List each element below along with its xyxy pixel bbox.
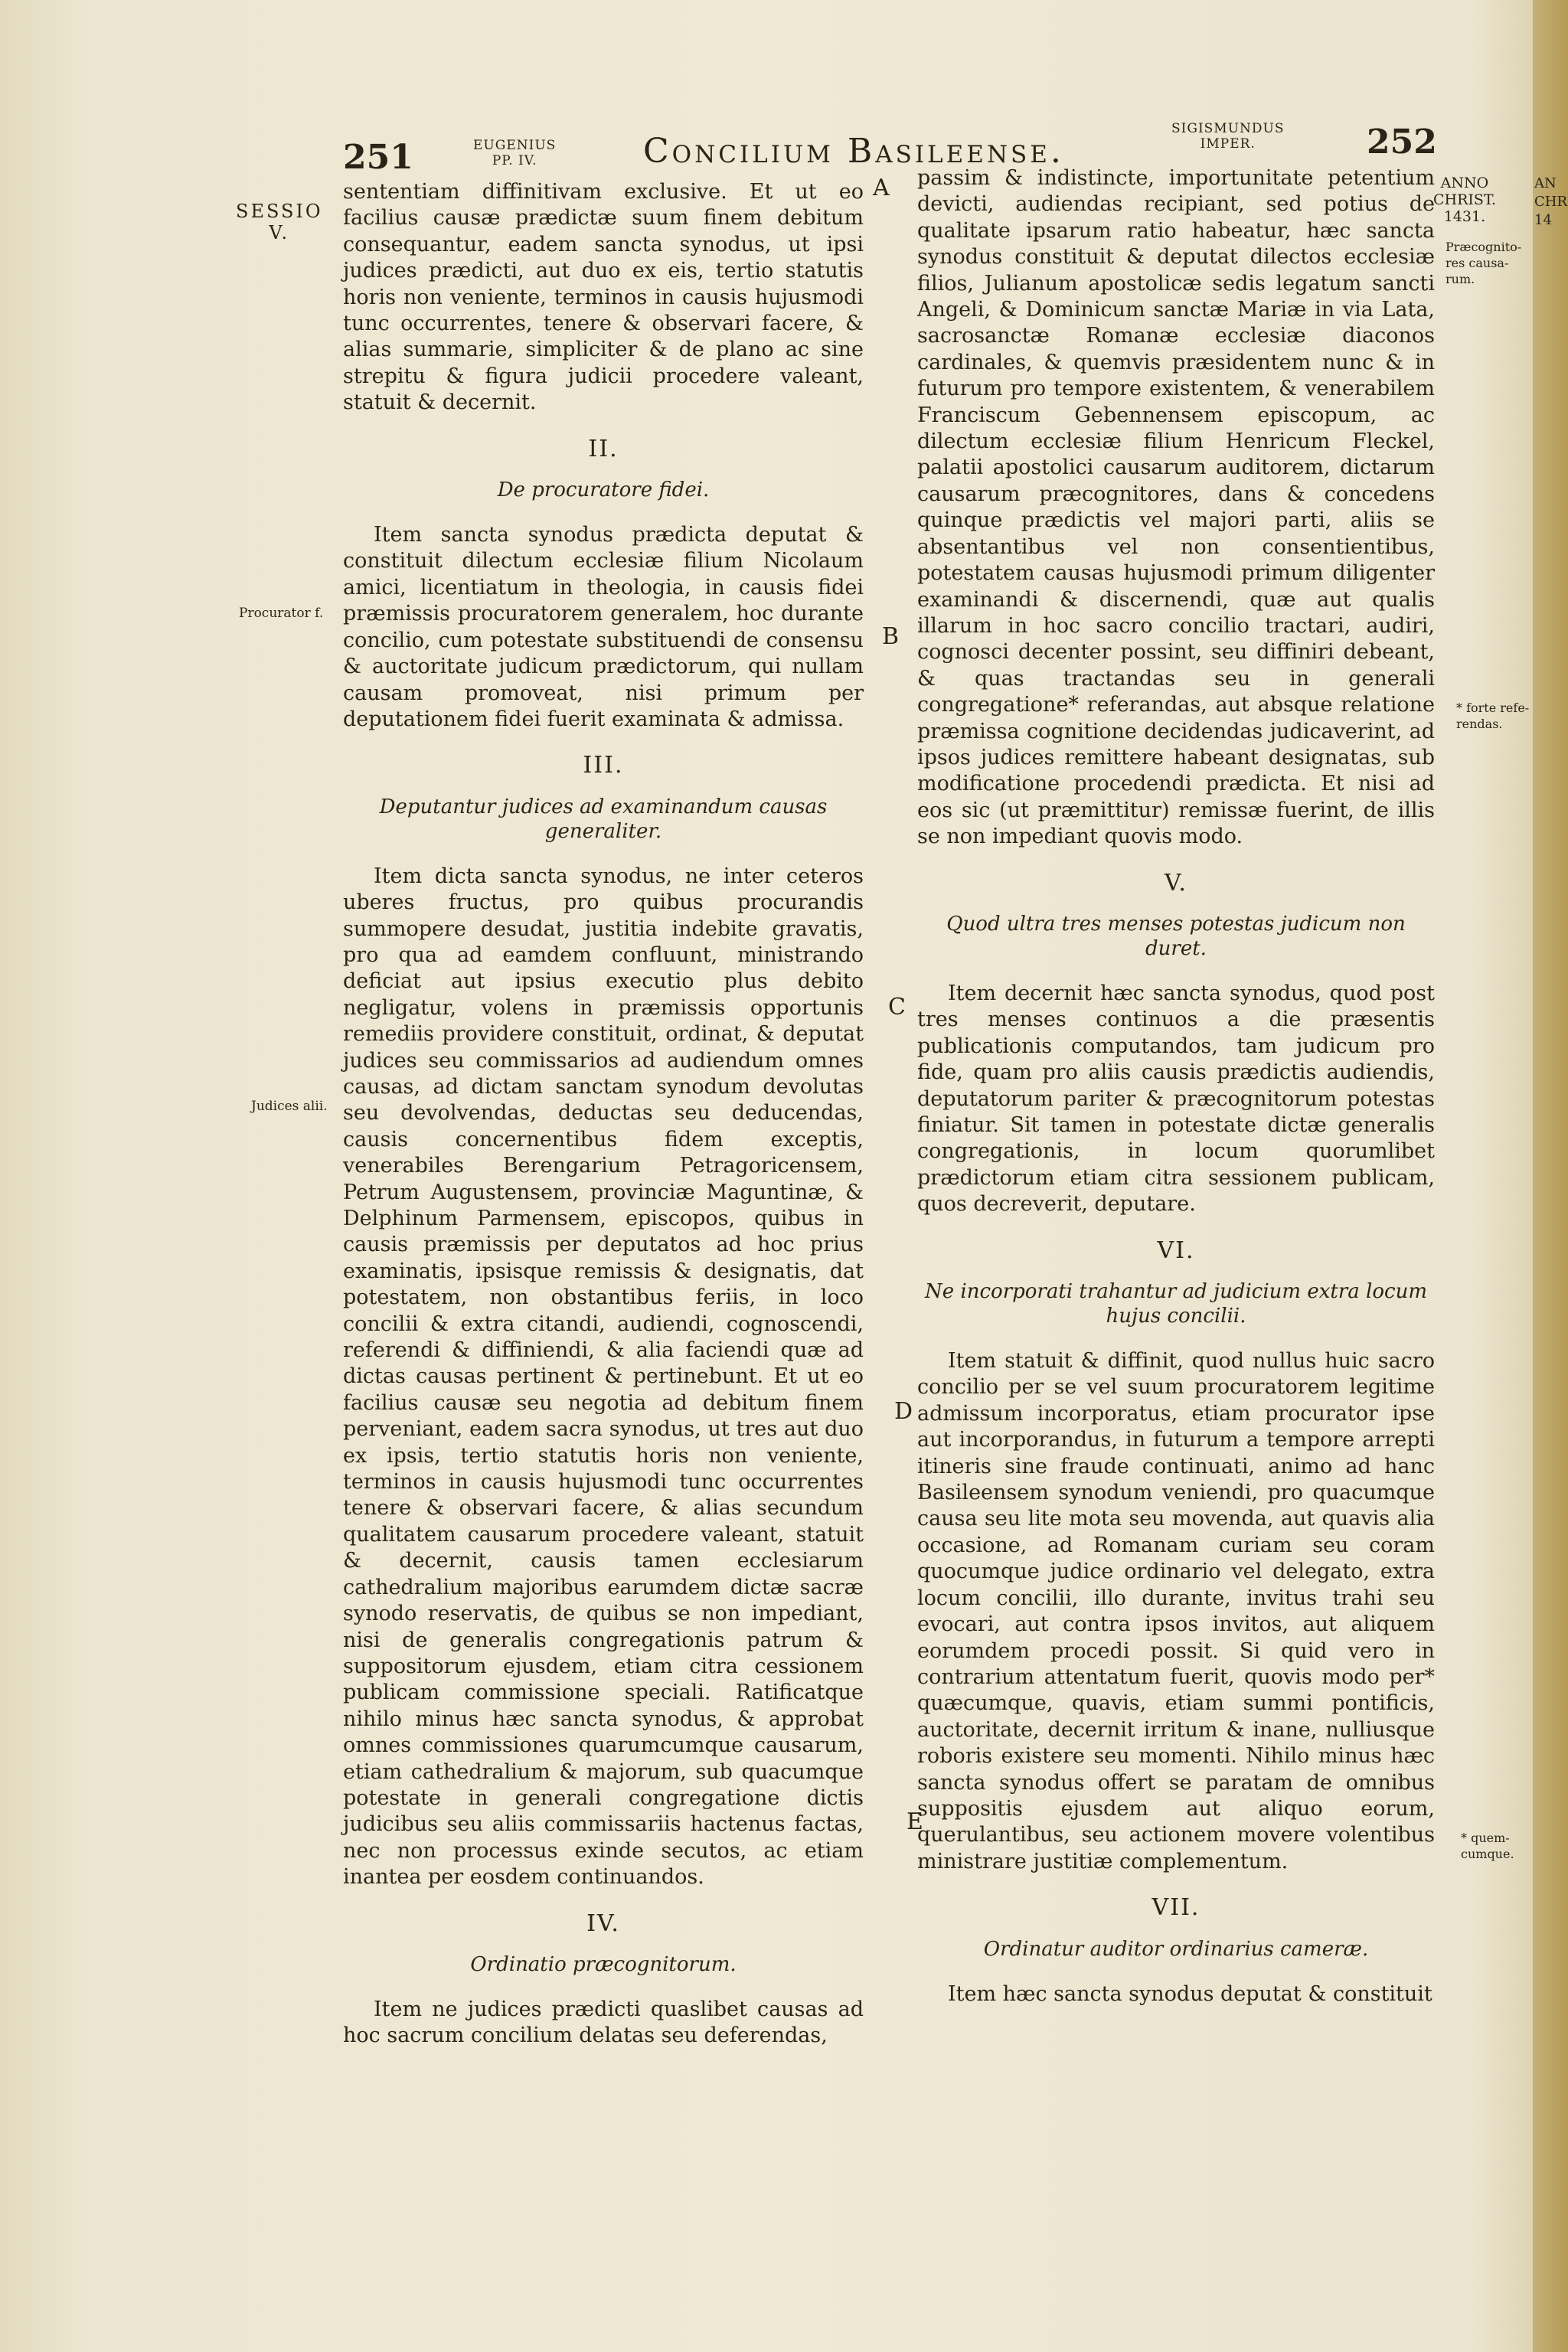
section-number: IV. (586, 1909, 620, 1937)
left-running-head-line: PP. IV. (492, 153, 537, 168)
section-number: II. (588, 435, 619, 462)
column-letter-d: D (894, 1398, 913, 1425)
left-running-head-line: EUGENIUS (473, 138, 557, 153)
right-running-head-line: IMPER. (1200, 136, 1256, 152)
margin-note-sessio (236, 201, 323, 243)
section-title: Quod ultra tres menses potestas judicum non duret. (946, 912, 1406, 960)
column-letter-b: B (882, 623, 900, 650)
margin-note-line: 14 (1534, 212, 1552, 228)
margin-note-line: res causa- (1446, 256, 1509, 270)
margin-note-judices: Judices alii. (251, 1099, 328, 1114)
section-title: Deputantur judices ad examinandum causas generaliter. (379, 795, 828, 843)
right-page-number: 252 (1367, 122, 1437, 162)
column-letter-a: A (873, 175, 890, 201)
margin-note-quemcumque (1461, 1830, 1514, 1862)
section-title: Ordinatio præcognitorum. (470, 1952, 737, 1976)
paragraph: sententiam diffinitivam exclusive. Et ut eo facilius causæ prædictæ suum finem debitum consequantur, eadem sancta synodus, ut ipsi judices prædicti, aut duo ex eis, tertio statutis horis non veniente, terminos in causis hujusmodi tunc occurrentes, tenere & observari facere, & alias summarie, simpliciter & de plano ac sine strepitu & figura judicii procedere valeant, statuit & decernit. (343, 180, 864, 415)
margin-note-praecognitores (1446, 239, 1521, 287)
margin-note-line: V. (269, 222, 290, 243)
paragraph: Item dicta sancta synodus, ne inter ceteros uberes fructus, pro quibus procurandis summopere desudat, justitia indebite gravatis, pro qua ad eamdem confluunt, ministrando deficiat aut ipsius executio plus debito negligatur, volens in præmissis opportunis remediis providere constituit, ordinat, & deputat judices seu commissarios ad audiendum omnes causas, ad dictam sanctam synodum devolutas seu devolvendas, deductas seu deducendas, causis concernentibus fidem exceptis, venerabiles Berengarium Petragoricensem, Petrum Augustensem, provinciæ Maguntinæ, & Delphinum Parmensem, episcopos, quibus in causis præmissis per deputatos ad hoc prius examinatis, ipsisque remissis & designatis, dat potestatem, non obstantibus feriis, in loco concilii & extra citandi, audiendi, cognoscendi, referendi & diffiniendi, & alia faciendi quæ ad dictas causas pertinent & pertinebunt. Et ut eo facilius causæ seu negotia ad debitum finem perveniant, eadem sacra synodus, ut tres aut duo ex ipsis, tertio statutis horis non veniente, terminos in causis hujusmodi tunc occurrentes tenere & observari facere, & alias secundum qualitatem causarum procedere valeant, statuit & decernit, causis tamen ecclesiarum cathedralium majoribus earumdem dictæ sacræ synodo reservatis, de quibus se non impediant, nisi de generalis congregationis patrum & suppositorum ejusdem, etiam citra cessionem publicam commissione speciali. Ratificatque nihilo minus hæc sancta synodus, & approbat omnes commissiones quarumcumque causarum, etiam cathedralium & majorum, sub quacumque potestate in generali congregatione dictis judicibus seu aliis commissariis hactenus factas, nec non processus exinde secutos, ac etiam inantea per eosdem continuandos. (343, 864, 864, 1890)
margin-note-line: CHRIST. (1433, 191, 1496, 208)
right-running-head-line: SIGISMUNDUS (1171, 121, 1285, 136)
column-letter-e: E (906, 1808, 923, 1835)
margin-note-line: CHR (1534, 194, 1568, 210)
left-running-head (473, 138, 556, 168)
paragraph: Item statuit & diffinit, quod nullus huic sacro concilio per se vel suum procuratorem legitime admissum incorporatus, etiam procurator ipse aut incorporandus, in futurum a tempore arrepti itineris sine fraude continuati, animo ad hanc Basileensem synodum veniendi, pro quacumque causa seu lite mota seu movenda, aut quavis alia occasione, ad Romanam curiam seu coram quocumque judice ordinario vel delegato, extra locum concilii, illo durante, invitus trahi seu evocari, aut contra ipsos invitos, aut aliquem eorumdem procedi possit. Si quid vero in contrarium attentatum fuerit, quovis modo per* quæcumque, quavis, etiam summi pontificis, auctoritate, decernit irritum & inane, nulliusque roboris existere seu momenti. Nihilo minus hæc sancta synodus offert se paratam de omnibus suppositis ejusdem aut aliquo eorum, querulantibus, seu actionem movere volentibus ministrare justitiæ complementum. (917, 1349, 1435, 1873)
paragraph: Item sancta synodus prædicta deputat & constituit dilectum ecclesiæ filium Nicolaum amici, licentiatum in theologia, in causis fidei præmissis procuratorem generalem, hoc durante concilio, cum potestate substituendi de consensu & auctoritate judicum prædictorum, qui nullam causam promoveat, nisi primum per deputationem fidei fuerit examinata & admissa. (343, 523, 864, 731)
left-page-number: 251 (343, 138, 413, 177)
paragraph: Item ne judices prædicti quaslibet causas ad hoc sacrum concilium delatas seu deferendas, (343, 1997, 864, 2048)
margin-note-line: ANNO (1440, 175, 1489, 191)
margin-note-forte (1456, 700, 1529, 732)
facing-page-margin-note (1534, 175, 1567, 230)
section-title: Ne incorporati trahantur ad judicium extra locum hujus concilii. (925, 1280, 1427, 1328)
right-running-head (1171, 121, 1285, 152)
section-number: V. (1165, 869, 1187, 897)
margin-note-line: SESSIO (236, 201, 323, 222)
margin-note-line: rendas. (1456, 717, 1503, 731)
left-text-column (343, 179, 864, 2050)
page-title: Concilium Basileense. (643, 132, 1064, 171)
section-number: VI. (1157, 1236, 1195, 1264)
paragraph: Item decernit hæc sancta synodus, quod post tres menses continuos a die præsentis publicationis computandos, tam judicum pro fide, quam pro aliis causis prædictis audiendis, deputatorum pariter & præcognitorum potestas finiatur. Sit tamen in potestate dictæ generalis congregationis, in locum quorumlibet prædictorum etiam citra sessionem publicam, quos decreverit, deputare. (917, 981, 1435, 1217)
section-number: VII. (1152, 1894, 1200, 1922)
section-title: Ordinatur auditor ordinarius cameræ. (983, 1937, 1369, 1961)
column-letter-c: C (888, 994, 906, 1021)
margin-note-line: rum. (1446, 272, 1475, 286)
margin-note-anno (1433, 175, 1496, 225)
right-text-column (917, 165, 1435, 2007)
margin-note-line: * forte refe- (1456, 701, 1530, 715)
margin-note-line: AN (1534, 175, 1557, 191)
facing-page-edge (1533, 0, 1568, 2352)
margin-note-line: cumque. (1461, 1847, 1514, 1861)
paragraph: passim & indistincte, importunitate petentium devicti, audiendas recipiant, sed potius de qualitate ipsarum ratio habeatur, hæc sancta synodus constituit & deputat dilectos ecclesiæ filios, Julianum apostolicæ sedis legatum sancti Angeli, & Dominicum sanctæ Mariæ in via Lata, sacrosanctæ Romanæ ecclesiæ diaconos cardinales, & quemvis præsidentem nunc & in futurum pro tempore existentem, & venerabilem Franciscum Gebennensem episcopum, ac dilectum ecclesiæ filium Henricum Fleckel, palatii apostolici causarum auditorem, dictarum causarum præcognitores, dans & concedens quinque prædictis vel majori parti, aliis se absentantibus vel non consentientibus, potestatem causas hujusmodi primum diligenter examinandi & discernendi, quæ aut qualis illarum in hoc sacro concilio tractari, audiri, cognosci decenter possint, seu diffiniri debeant, & quas tractandas seu in generali congregatione* referandas, aut absque relatione præmissa cognitione decidendas judicaverint, ad ipsos judices remittere habeant designatas, sub modificatione procedendi prædicta. Et nisi ad eos sic (ut præmittitur) remissæ fuerint, de illis se non impediant quovis modo. (917, 166, 1435, 849)
paragraph: Item hæc sancta synodus deputat & constituit (948, 1981, 1432, 2006)
section-number: III. (583, 752, 624, 779)
margin-note-line: Præcognito- (1446, 240, 1522, 254)
margin-note-procurator: Procurator f. (239, 606, 324, 621)
margin-note-line: * quem- (1461, 1831, 1510, 1845)
margin-note-line: 1431. (1443, 208, 1486, 225)
section-title: De procuratore fidei. (497, 479, 710, 502)
